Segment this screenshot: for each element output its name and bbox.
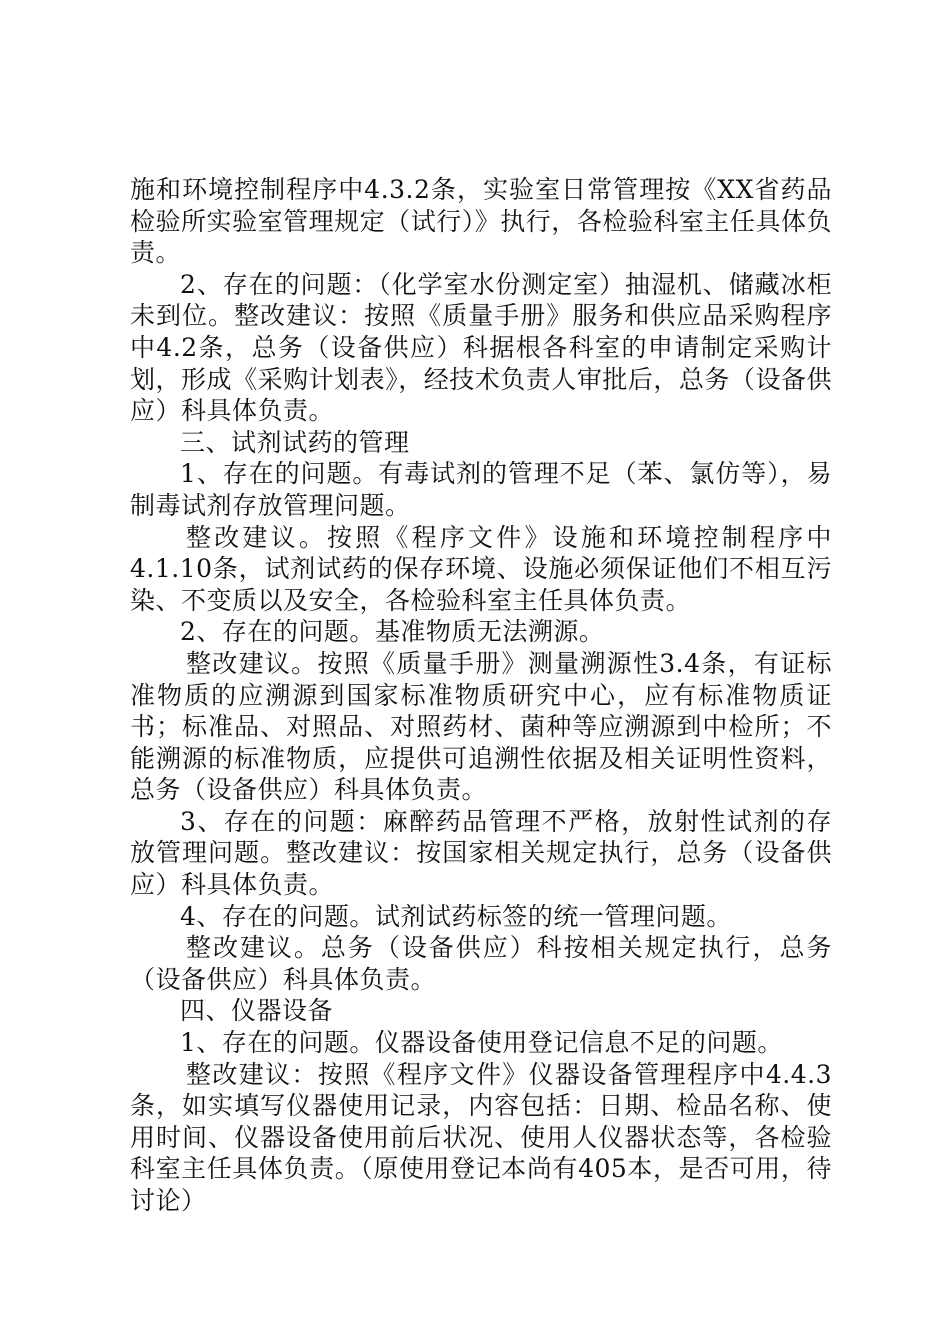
- paragraph-reagent-issue-4: 4、存在的问题。试剂试药标签的统一管理问题。: [180, 901, 732, 931]
- document-body: [130, 174, 832, 1217]
- section-heading-instruments: 四、仪器设备: [180, 996, 334, 1026]
- paragraph-reagent-issue-1: 1、存在的问题。有毒试剂的管理不足（苯、氯仿等），易制毒试剂存放管理问题。: [130, 459, 832, 520]
- paragraph-continuation: 施和环境控制程序中4.3.2条，实验室日常管理按《XX省药品检验所实验室管理规定（试行）》执行，各检验科室主任具体负责。: [130, 175, 832, 268]
- paragraph-instrument-suggestion-1: 整改建议：按照《程序文件》仪器设备管理程序中4.4.3条，如实填写仪器使用记录，内容包括：日期、检品名称、使用时间、仪器设备使用前后状况、使用人仪器状态等，各检验科室主任具体负责。（原使用登记本尚有405本，是否可用，待讨论）: [130, 1059, 832, 1215]
- paragraph-reagent-issue-2: 2、存在的问题。基准物质无法溯源。: [180, 617, 605, 647]
- paragraph-reagent-suggestion-1: 整改建议。按照《程序文件》设施和环境控制程序中4.1.10条，试剂试药的保存环境、设施必须保证他们不相互污染、不变质以及安全，各检验科室主任具体负责。: [130, 522, 832, 615]
- paragraph-instrument-issue-1: 1、存在的问题。仪器设备使用登记信息不足的问题。: [180, 1028, 783, 1058]
- paragraph-reagent-suggestion-2: 整改建议。按照《质量手册》测量溯源性3.4条，有证标准物质的应溯源到国家标准物质研究中心，应有标准物质证书；标准品、对照品、对照药材、菌种等应溯源到中检所；不能溯源的标准物质，应提供可追溯性依据及相关证明性资料，总务（设备供应）科具体负责。: [130, 648, 832, 805]
- paragraph-reagent-issue-3: 3、存在的问题：麻醉药品管理不严格，放射性试剂的存放管理问题。整改建议：按国家相关规定执行，总务（设备供应）科具体负责。: [130, 806, 832, 900]
- paragraph-reagent-suggestion-4: 整改建议。总务（设备供应）科按相关规定执行，总务（设备供应）科具体负责。: [130, 933, 832, 994]
- section-heading-reagents: 三、试剂试药的管理: [180, 427, 410, 457]
- paragraph-issue-2: 2、存在的问题：（化学室水份测定室）抽湿机、储藏冰柜未到位。整改建议：按照《质量手册》服务和供应品采购程序中4.2条，总务（设备供应）科据根各科室的申请制定采购计划，形成《采购计划表》，经技术负责人审批后，总务（设备供应）科具体负责。: [130, 269, 832, 426]
